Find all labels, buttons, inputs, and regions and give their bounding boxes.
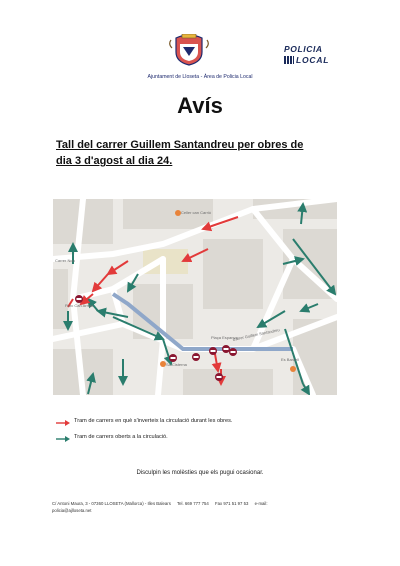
shop-pin-icon — [290, 366, 296, 372]
label-cafe: Sa Cisterna — [166, 362, 187, 367]
footer-email-label: e-mail: — [254, 501, 268, 506]
police-logo-line2: LOCAL — [296, 55, 330, 65]
legend-item-open — [56, 433, 316, 445]
municipal-crest-icon — [168, 34, 210, 66]
department-name: Ajuntament de Lloseta - Àrea de Policia Local — [147, 74, 253, 80]
closing-apology: Disculpin les molèsties que els pugui ocasionar. — [136, 470, 264, 476]
policia-local-logo — [282, 44, 346, 68]
notice-subtitle — [56, 137, 356, 169]
green-arrow-icon — [56, 436, 70, 442]
label-shop: Es Barcell — [281, 357, 300, 362]
label-place-top: Celler can Carrió — [181, 210, 212, 215]
legend-text-open: Tram de carrers oberts a la circulació. — [74, 434, 168, 440]
notice-subtitle-line2: dia 3 d'agost al dia 24. — [56, 155, 173, 167]
notice-subtitle-line1: Tall del carrer Guillem Santandreu per obres de — [56, 139, 304, 151]
legend-item-inverted — [56, 417, 316, 429]
street-map — [53, 199, 337, 395]
footer-address: C/ Antoni Maura, 3 - 07360 LLOSETA (Mallorca) - Illes Balears — [52, 501, 171, 506]
label-street-diag: Carrer Guillem Santandreu — [232, 327, 280, 342]
footer-fax: Fax 971 51 97 53 — [214, 501, 249, 506]
label-street-left: Carrer Nou — [55, 258, 75, 263]
label-square: Plaça Espanya — [211, 335, 238, 340]
police-logo-line1: POLICIA — [284, 44, 323, 54]
footer-email[interactable]: policia@ajlloseta.net — [52, 507, 92, 513]
police-logo-bars-icon — [284, 56, 294, 64]
street-map-drawing — [53, 199, 337, 395]
red-arrow-icon — [56, 420, 70, 426]
label-place-left: Parc Can Arnau — [65, 303, 94, 308]
notice-title: Avís — [177, 93, 223, 118]
legend-text-inverted: Tram de carrers en què s'inverteix la circulació durant les obres. — [74, 418, 233, 424]
footer-contact — [52, 501, 352, 514]
footer-phone: Tel. 669 777 754 — [176, 501, 209, 506]
